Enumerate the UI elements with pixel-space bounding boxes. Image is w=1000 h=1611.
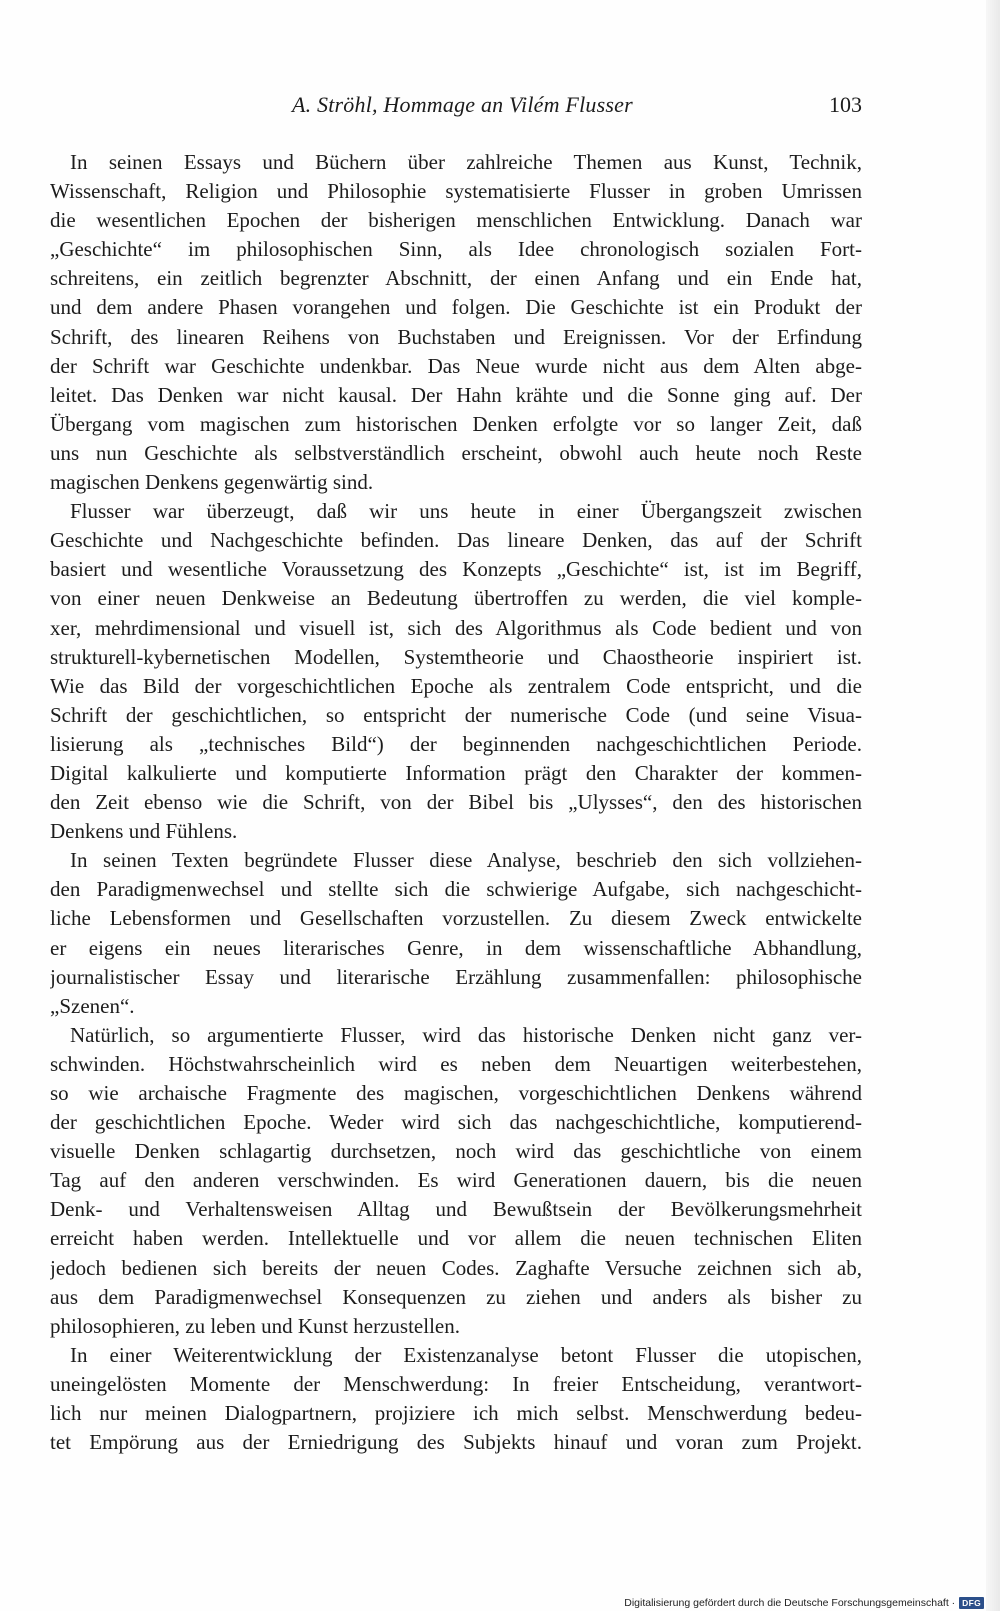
text-line: Geschichte und Nachgeschichte befinden. Das lineare Denken, das auf der Schrift xyxy=(50,528,862,553)
paragraph xyxy=(50,846,862,1021)
text-line: den Zeit ebenso wie die Schrift, von der Bibel bis „Ulysses“, den des historischen xyxy=(50,790,862,815)
text-line: Denkens und Fühlens. xyxy=(50,819,238,844)
text-line: lich nur meinen Dialogpartnern, projiziere ich mich selbst. Menschwerdung bedeu- xyxy=(50,1401,862,1426)
text-line: und dem andere Phasen vorangehen und folgen. Die Geschichte ist ein Produkt der xyxy=(50,295,862,320)
text-line: tet Empörung aus der Erniedrigung des Subjekts hinauf und voran zum Projekt. xyxy=(50,1430,862,1455)
text-line: journalistischer Essay und literarische Erzählung zusammenfallen: philosophische xyxy=(50,964,862,989)
body-text xyxy=(50,148,862,1457)
scan-edge-shadow xyxy=(986,0,1000,1611)
paragraph xyxy=(50,497,862,846)
text-line: magischen Denkens gegenwärtig sind. xyxy=(50,470,374,495)
text-line: schwinden. Höchstwahrscheinlich wird es neben dem Neuartigen weiterbestehen, xyxy=(50,1051,862,1076)
text-line: leitet. Das Denken war nicht kausal. Der Hahn krähte und die Sonne ging auf. Der xyxy=(50,382,862,407)
paragraph xyxy=(50,148,862,497)
text-line: Schrift der geschichtlichen, so entspricht der numerische Code (und seine Visua- xyxy=(50,702,862,727)
text-line: Wissenschaft, Religion und Philosophie systematisierte Flusser in groben Umrissen xyxy=(50,179,862,204)
text-line: uns nun Geschichte als selbstverständlich erscheint, obwohl auch heute noch Reste xyxy=(50,440,862,465)
text-line: Natürlich, so argumentierte Flusser, wird das historische Denken nicht ganz ver- xyxy=(70,1022,862,1047)
paragraph xyxy=(50,1021,862,1341)
text-line: Flusser war überzeugt, daß wir uns heute in einer Übergangszeit zwischen xyxy=(70,499,862,524)
page-number: 103 xyxy=(829,92,862,117)
text-line: strukturell-kybernetischen Modellen, Systemtheorie und Chaostheorie inspiriert ist. xyxy=(50,644,862,669)
text-line: die wesentlichen Epochen der bisherigen menschlichen Entwicklung. Danach war xyxy=(50,208,862,233)
text-line: er eigens ein neues literarisches Genre, in dem wissenschaftliche Abhandlung, xyxy=(50,935,862,960)
text-line: uneingelösten Momente der Menschwerdung: In freier Entscheidung, verantwort- xyxy=(50,1371,862,1396)
running-title: A. Ströhl, Hommage an Vilém Flusser xyxy=(292,92,633,117)
text-line: visuelle Denken schlagartig durchsetzen, noch wird das geschichtliche von einem xyxy=(50,1139,862,1164)
text-line: der Schrift war Geschichte undenkbar. Das Neue wurde nicht aus dem Alten abge- xyxy=(50,353,862,378)
dfg-logo: DFG xyxy=(959,1597,984,1609)
text-line: In seinen Texten begründete Flusser diese Analyse, beschrieb den sich vollziehen- xyxy=(70,848,862,873)
paragraph xyxy=(50,1341,862,1457)
text-line: basiert und wesentliche Voraussetzung des Konzepts „Geschichte“ ist, ist im Begriff, xyxy=(50,557,862,582)
text-line: Denk- und Verhaltensweisen Alltag und Bewußtsein der Bevölkerungsmehrheit xyxy=(50,1197,862,1222)
text-line: Wie das Bild der vorgeschichtlichen Epoche als zentralem Code entspricht, und die xyxy=(50,673,862,698)
text-line: „Szenen“. xyxy=(50,993,135,1018)
text-line: philosophieren, zu leben und Kunst herzustellen. xyxy=(50,1313,460,1338)
text-line: Übergang vom magischen zum historischen Denken erfolgte vor so langer Zeit, daß xyxy=(50,411,862,436)
text-line: liche Lebensformen und Gesellschaften vorzustellen. Zu diesem Zweck entwickelte xyxy=(50,906,862,931)
text-line: In einer Weiterentwicklung der Existenzanalyse betont Flusser die utopischen, xyxy=(70,1342,862,1367)
text-line: schreitens, ein zeitlich begrenzter Abschnitt, der einen Anfang und ein Ende hat, xyxy=(50,266,862,291)
digitization-credit xyxy=(624,1597,984,1609)
text-line: von einer neuen Denkweise an Bedeutung übertroffen zu werden, die viel komple- xyxy=(50,586,862,611)
text-line: der geschichtlichen Epoche. Weder wird sich das nachgeschichtliche, komputierend- xyxy=(50,1110,862,1135)
text-line: aus dem Paradigmenwechsel Konsequenzen zu ziehen und anders als bisher zu xyxy=(50,1284,862,1309)
text-line: jedoch bedienen sich bereits der neuen Codes. Zaghafte Versuche zeichnen sich ab, xyxy=(50,1255,862,1280)
text-line: so wie archaische Fragmente des magischen, vorgeschichtlichen Denkens während xyxy=(50,1081,862,1105)
text-line: In seinen Essays und Büchern über zahlreiche Themen aus Kunst, Technik, xyxy=(70,150,862,174)
text-line: den Paradigmenwechsel und stellte sich die schwierige Aufgabe, sich nachgeschicht- xyxy=(50,877,862,902)
text-line: erreicht haben werden. Intellektuelle und vor allem die neuen technischen Eliten xyxy=(50,1226,862,1251)
text-line: Schrift, des linearen Reihens von Buchstaben und Ereignissen. Vor der Erfindung xyxy=(50,324,862,349)
text-line: lisierung als „technisches Bild“) der beginnenden nachgeschichtlichen Periode. xyxy=(50,731,862,756)
text-line: xer, mehrdimensional und visuell ist, sich des Algorithmus als Code bedient und von xyxy=(50,615,862,640)
credit-text: Digitalisierung gefördert durch die Deutsche Forschungsgemeinschaft · xyxy=(624,1597,956,1609)
text-line: „Geschichte“ im philosophischen Sinn, als Idee chronologisch sozialen Fort- xyxy=(50,237,862,262)
text-line: Digital kalkulierte und komputierte Information prägt den Charakter der kommen- xyxy=(50,760,862,785)
text-line: Tag auf den anderen verschwinden. Es wird Generationen dauern, bis die neuen xyxy=(50,1168,862,1193)
running-head xyxy=(50,92,862,122)
